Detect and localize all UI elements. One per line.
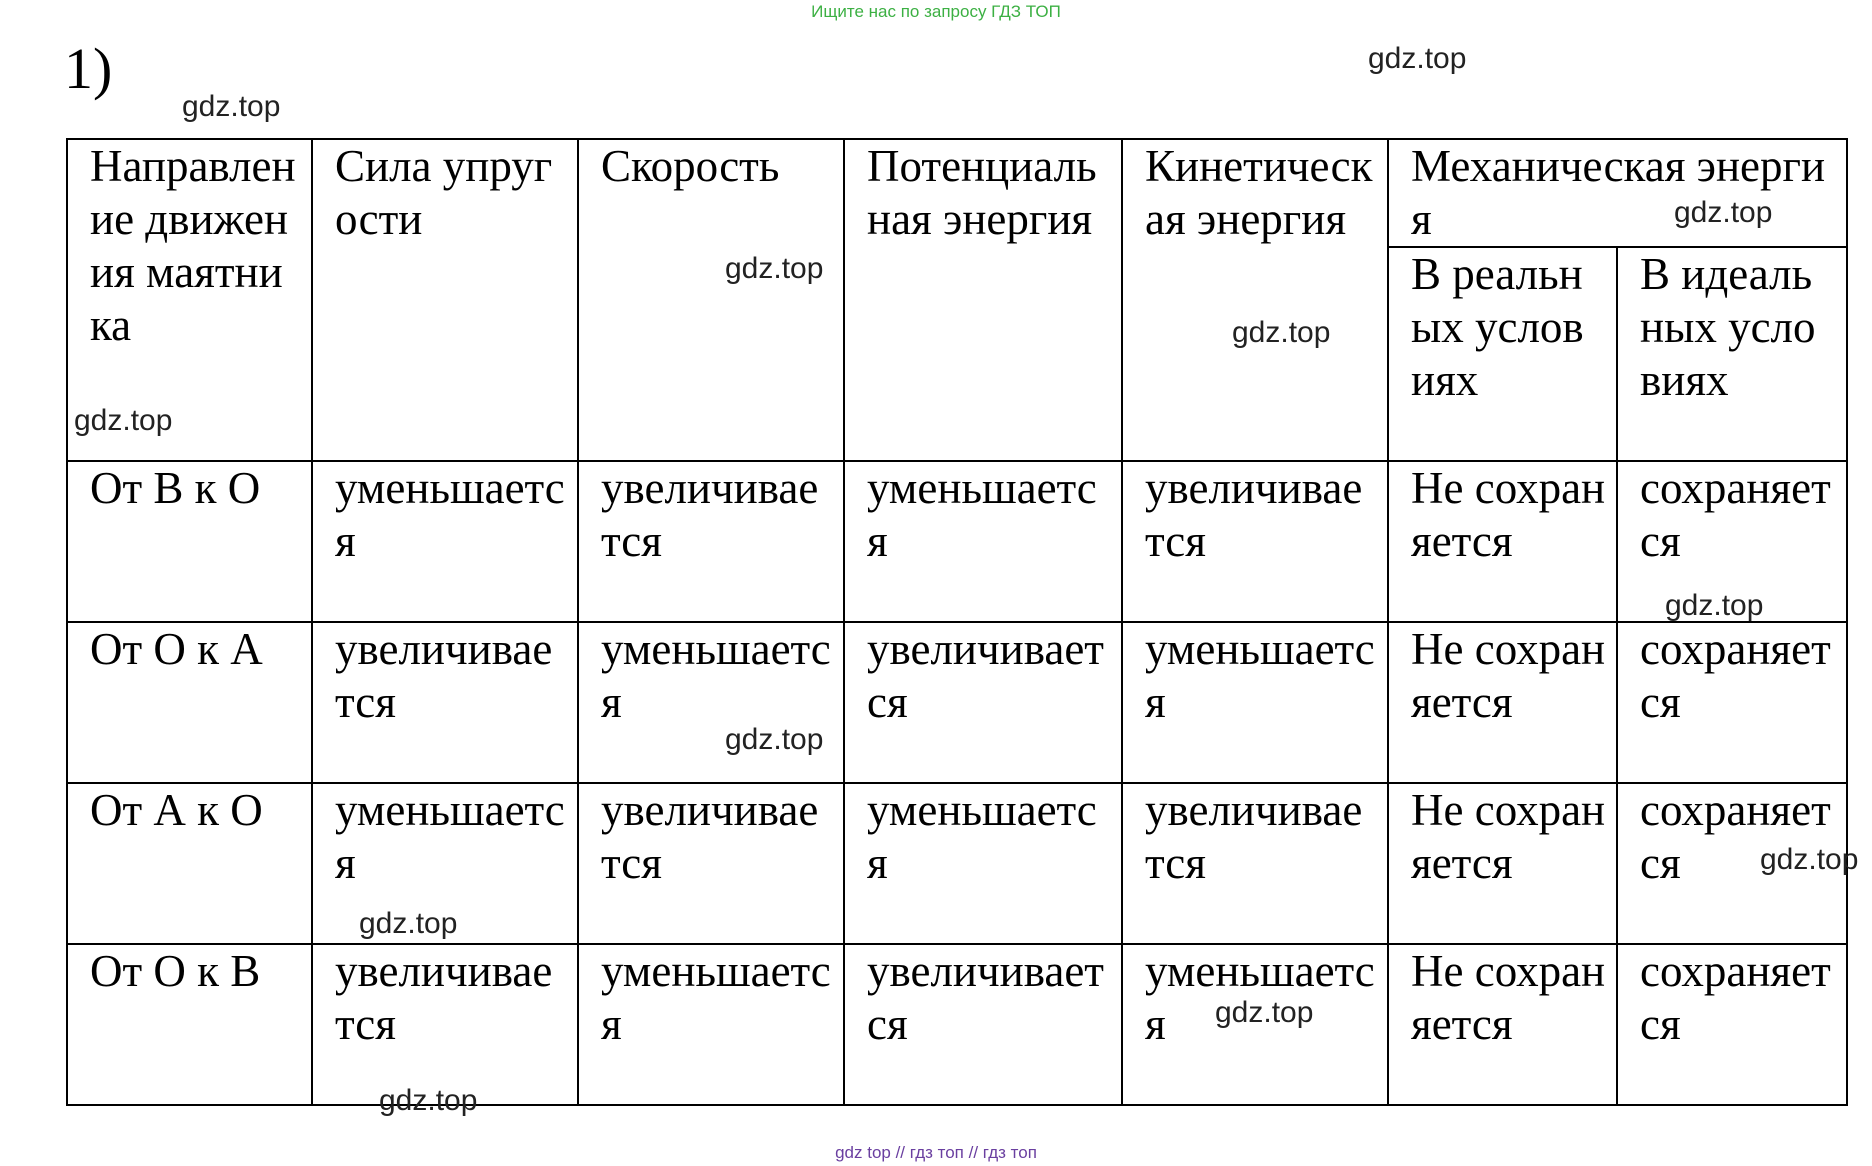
header-mechanical-energy: Механическая энергия xyxy=(1388,139,1847,247)
header-real-conditions: В реальных условиях xyxy=(1388,247,1617,461)
watermark: gdz.top xyxy=(1760,843,1859,876)
watermark: gdz.top xyxy=(1674,196,1773,229)
cell-ideal-conditions: сохраняется xyxy=(1617,944,1847,1105)
table-row xyxy=(67,461,1847,622)
cell-real-conditions: Не сохраняется xyxy=(1388,461,1617,622)
cell-ideal-conditions: сохраняется xyxy=(1617,783,1847,944)
cell-elastic-force: увеличивается xyxy=(312,622,578,783)
header-potential-energy: Потенциальная энергия xyxy=(844,139,1122,461)
cell-direction: От О к А xyxy=(67,622,312,783)
watermark: gdz.top xyxy=(1368,42,1467,75)
cell-direction: От В к О xyxy=(67,461,312,622)
header-velocity: Скорость xyxy=(578,139,844,461)
cell-elastic-force: уменьшается xyxy=(312,461,578,622)
cell-direction: От О к В xyxy=(67,944,312,1105)
cell-ideal-conditions: сохраняется xyxy=(1617,461,1847,622)
header-direction: Направление движения маятника xyxy=(67,139,312,461)
watermark: gdz.top xyxy=(1665,589,1764,622)
table-row xyxy=(67,622,1847,783)
header-elastic-force: Сила упругости xyxy=(312,139,578,461)
watermark: gdz.top xyxy=(74,404,173,437)
cell-potential-energy: уменьшается xyxy=(844,783,1122,944)
cell-real-conditions: Не сохраняется xyxy=(1388,783,1617,944)
watermark: gdz.top xyxy=(725,252,824,285)
watermark: gdz.top xyxy=(1215,996,1314,1029)
watermark: gdz.top xyxy=(379,1084,478,1117)
watermark: gdz.top xyxy=(725,723,824,756)
cell-potential-energy: увеличивается xyxy=(844,944,1122,1105)
cell-kinetic-energy: увеличивается xyxy=(1122,461,1388,622)
cell-direction: От А к О xyxy=(67,783,312,944)
top-banner: Ищите нас по запросу ГДЗ ТОП xyxy=(811,2,1061,21)
cell-kinetic-energy: увеличивается xyxy=(1122,783,1388,944)
header-ideal-conditions: В идеальных условиях xyxy=(1617,247,1847,461)
header-kinetic-energy: Кинетическая энергия xyxy=(1122,139,1388,461)
task-number: 1) xyxy=(64,36,113,101)
cell-potential-energy: увеличивается xyxy=(844,622,1122,783)
watermark: gdz.top xyxy=(359,907,458,940)
table-row xyxy=(67,944,1847,1105)
cell-real-conditions: Не сохраняется xyxy=(1388,944,1617,1105)
cell-potential-energy: уменьшается xyxy=(844,461,1122,622)
watermark: gdz.top xyxy=(182,90,281,123)
cell-real-conditions: Не сохраняется xyxy=(1388,622,1617,783)
cell-elastic-force: увеличивается xyxy=(312,944,578,1105)
watermark: gdz.top xyxy=(1232,316,1331,349)
header-row xyxy=(67,139,1847,247)
pendulum-energy-table xyxy=(66,138,1848,1106)
cell-velocity: увеличивается xyxy=(578,461,844,622)
cell-ideal-conditions: сохраняется xyxy=(1617,622,1847,783)
cell-velocity: уменьшается xyxy=(578,944,844,1105)
cell-velocity: увеличивается xyxy=(578,783,844,944)
table-row xyxy=(67,783,1847,944)
cell-elastic-force: уменьшается xyxy=(312,783,578,944)
footer-links: gdz top // гдз топ // гдз топ xyxy=(835,1143,1037,1162)
cell-kinetic-energy: уменьшается xyxy=(1122,622,1388,783)
cell-velocity: уменьшается xyxy=(578,622,844,783)
cell-kinetic-energy: уменьшается xyxy=(1122,944,1388,1105)
